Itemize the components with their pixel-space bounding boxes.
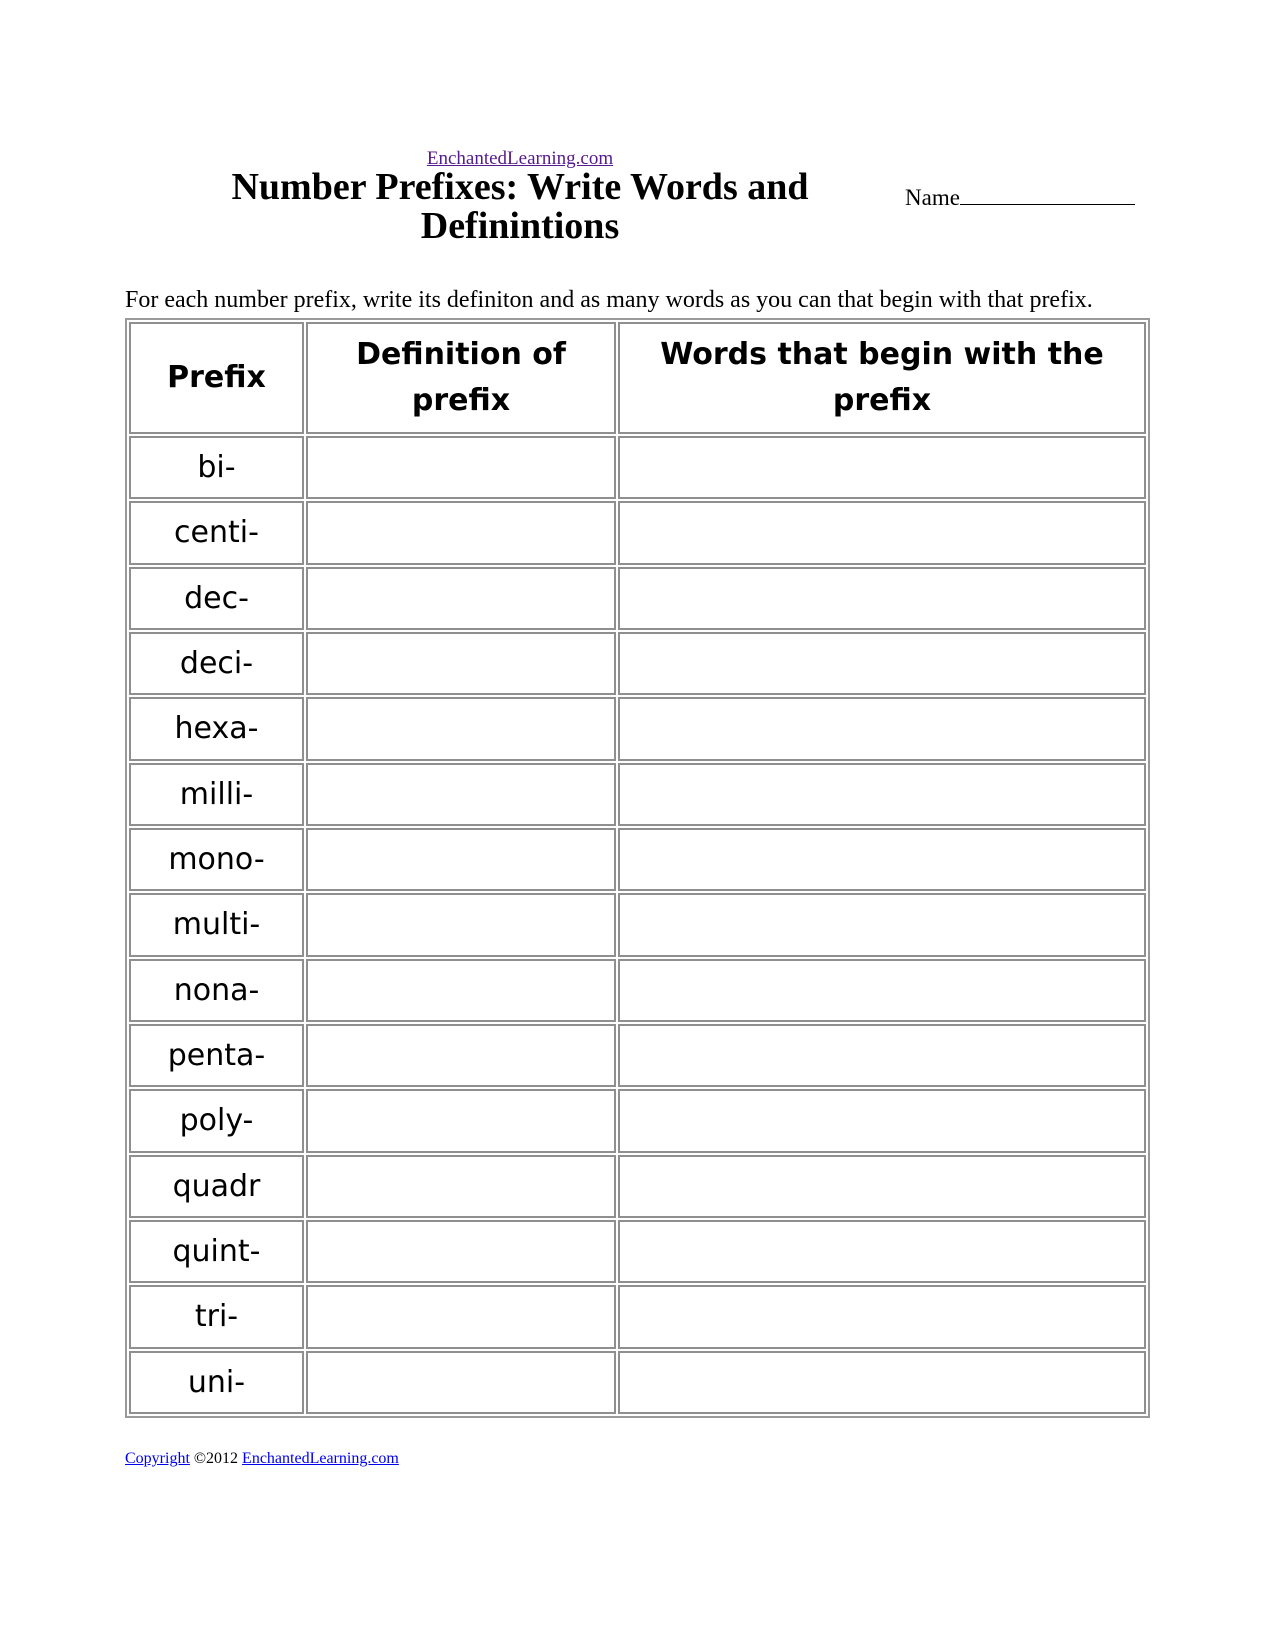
table-row xyxy=(129,1285,1146,1348)
copyright-footer xyxy=(125,1450,399,1468)
table-row xyxy=(129,893,1146,956)
table-row xyxy=(129,959,1146,1022)
prefix-cell: mono- xyxy=(129,828,304,891)
header-definition: Definition of prefix xyxy=(306,322,616,434)
site-link[interactable]: EnchantedLearning.com xyxy=(426,148,614,169)
definition-cell[interactable] xyxy=(306,893,616,956)
definition-cell[interactable] xyxy=(306,828,616,891)
words-cell[interactable] xyxy=(618,436,1146,499)
name-field xyxy=(905,185,1135,211)
name-blank-line[interactable] xyxy=(960,186,1135,205)
table-row xyxy=(129,1024,1146,1087)
prefix-cell: milli- xyxy=(129,763,304,826)
header-prefix: Prefix xyxy=(129,322,304,434)
definition-cell[interactable] xyxy=(306,1089,616,1152)
definition-cell[interactable] xyxy=(306,959,616,1022)
words-cell[interactable] xyxy=(618,567,1146,630)
table-row xyxy=(129,632,1146,695)
words-cell[interactable] xyxy=(618,501,1146,564)
table-row xyxy=(129,436,1146,499)
table-row xyxy=(129,763,1146,826)
prefix-cell: deci- xyxy=(129,632,304,695)
prefix-cell: centi- xyxy=(129,501,304,564)
page-title: Number Prefixes: Write Words and Definintions xyxy=(231,166,809,247)
words-cell[interactable] xyxy=(618,697,1146,760)
prefix-cell: multi- xyxy=(129,893,304,956)
footer-site-link[interactable]: EnchantedLearning.com xyxy=(242,1450,399,1467)
copyright-year: ©2012 xyxy=(189,1450,243,1467)
table-row xyxy=(129,1351,1146,1414)
words-cell[interactable] xyxy=(618,1351,1146,1414)
header-words: Words that begin with the prefix xyxy=(618,322,1146,434)
table-header-row xyxy=(129,322,1146,434)
definition-cell[interactable] xyxy=(306,436,616,499)
definition-cell[interactable] xyxy=(306,1024,616,1087)
definition-cell[interactable] xyxy=(306,1220,616,1283)
words-cell[interactable] xyxy=(618,632,1146,695)
table-row xyxy=(129,567,1146,630)
prefix-cell: dec- xyxy=(129,567,304,630)
copyright-link[interactable]: Copyright xyxy=(125,1450,190,1467)
definition-cell[interactable] xyxy=(306,501,616,564)
words-cell[interactable] xyxy=(618,1089,1146,1152)
definition-cell[interactable] xyxy=(306,1285,616,1348)
table-row xyxy=(129,1089,1146,1152)
table-row xyxy=(129,501,1146,564)
prefix-cell: poly- xyxy=(129,1089,304,1152)
prefix-cell: quint- xyxy=(129,1220,304,1283)
prefix-cell: uni- xyxy=(129,1351,304,1414)
prefix-cell: hexa- xyxy=(129,697,304,760)
table-row xyxy=(129,1155,1146,1218)
definition-cell[interactable] xyxy=(306,1351,616,1414)
definition-cell[interactable] xyxy=(306,1155,616,1218)
prefix-cell: bi- xyxy=(129,436,304,499)
definition-cell[interactable] xyxy=(306,697,616,760)
prefix-cell: penta- xyxy=(129,1024,304,1087)
prefix-cell: quadr xyxy=(129,1155,304,1218)
words-cell[interactable] xyxy=(618,1155,1146,1218)
words-cell[interactable] xyxy=(618,828,1146,891)
definition-cell[interactable] xyxy=(306,763,616,826)
name-label: Name xyxy=(905,185,960,210)
words-cell[interactable] xyxy=(618,893,1146,956)
instructions: For each number prefix, write its definiton and as many words as you can that begin with that prefix. xyxy=(125,287,1093,313)
words-cell[interactable] xyxy=(618,1285,1146,1348)
words-cell[interactable] xyxy=(618,763,1146,826)
prefix-table xyxy=(125,318,1150,1418)
words-cell[interactable] xyxy=(618,1024,1146,1087)
words-cell[interactable] xyxy=(618,1220,1146,1283)
prefix-cell: nona- xyxy=(129,959,304,1022)
prefix-cell: tri- xyxy=(129,1285,304,1348)
table-row xyxy=(129,1220,1146,1283)
table-row xyxy=(129,828,1146,891)
definition-cell[interactable] xyxy=(306,632,616,695)
words-cell[interactable] xyxy=(618,959,1146,1022)
definition-cell[interactable] xyxy=(306,567,616,630)
table-row xyxy=(129,697,1146,760)
